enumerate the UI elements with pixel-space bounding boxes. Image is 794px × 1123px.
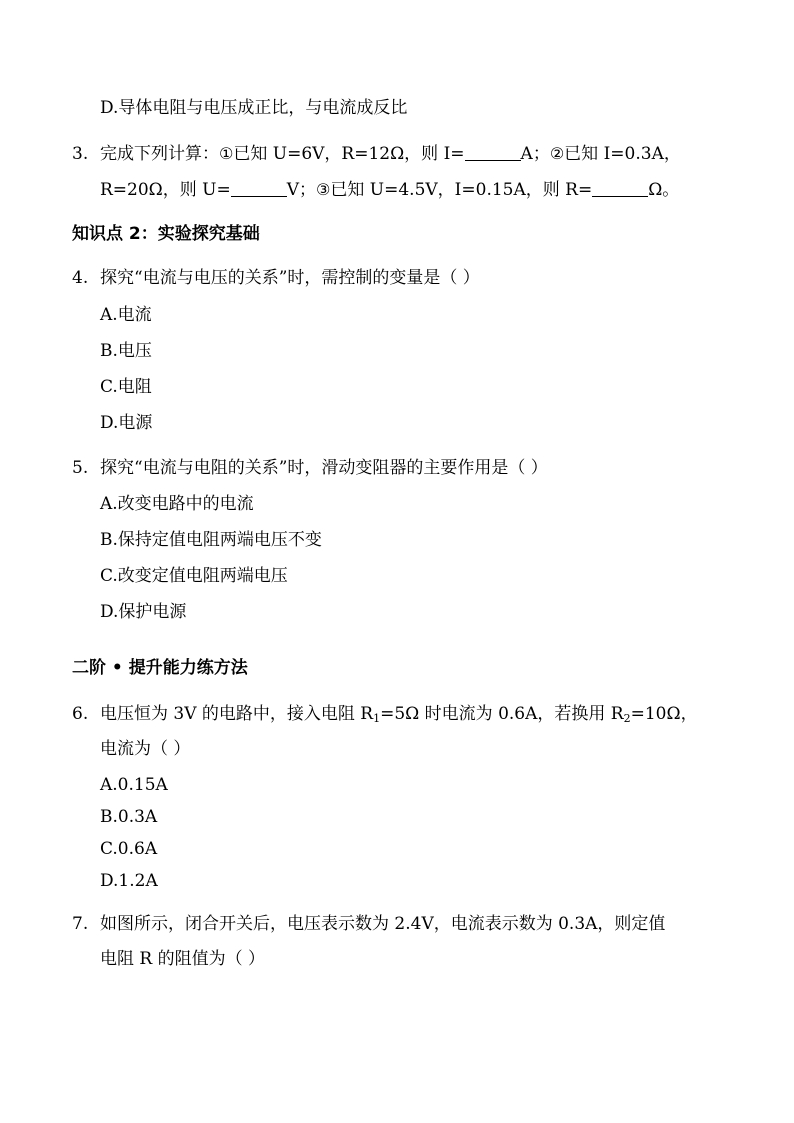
circled-one-icon: ① [219, 144, 234, 163]
q3-line-2 [100, 178, 679, 202]
q3-part2: 已知 I=0.3A， [564, 144, 681, 164]
q5-option-a[interactable]: A.改变电路中的电流 [100, 494, 254, 514]
q3-part1: 已知 U=6V，R=12Ω，则 I= [233, 144, 465, 164]
q5-stem: 探究“电流与电阻的关系”时，滑动变阻器的主要作用是（ ） [100, 458, 548, 478]
q6-text-3: =10Ω， [630, 704, 698, 724]
q5-option-d[interactable]: D.保护电源 [100, 602, 187, 622]
q5-number: 5. [72, 458, 89, 478]
circled-two-icon: ② [549, 144, 565, 163]
q4-number: 4. [72, 268, 89, 288]
q7-line-2: 电阻 R 的阻值为（ ） [100, 949, 266, 969]
q6-sub-2: 2 [623, 712, 631, 725]
q6-text-2: =5Ω 时电流为 0.6A，若换用 R [380, 704, 624, 724]
section-heading-2: 二阶 • 提升能力练方法 [72, 658, 248, 678]
q6-option-a[interactable]: A.0.15A [100, 775, 168, 795]
circled-three-icon: ③ [316, 180, 331, 199]
q2-option-d: D.导体电阻与电压成正比，与电流成反比 [100, 98, 408, 118]
q7-line-1: 如图所示，闭合开关后，电压表示数为 2.4V，电流表示数为 0.3A，则定值 [100, 914, 666, 934]
answer-blank-3[interactable] [592, 195, 648, 197]
q4-stem: 探究“电流与电压的关系”时，需控制的变量是（ ） [100, 268, 480, 288]
q6-option-d[interactable]: D.1.2A [100, 871, 158, 891]
q4-option-b[interactable]: B.电压 [100, 341, 152, 361]
q6-option-b[interactable]: B.0.3A [100, 807, 158, 827]
answer-blank-1[interactable] [465, 159, 521, 161]
answer-blank-2[interactable] [231, 195, 287, 197]
q4-option-c[interactable]: C.电阻 [100, 377, 152, 397]
q3-number: 3. [72, 144, 89, 164]
q4-option-d[interactable]: D.电源 [100, 413, 153, 433]
q3-line-1 [100, 142, 681, 166]
q6-sub-1: 1 [373, 712, 381, 725]
q5-option-b[interactable]: B.保持定值电阻两端电压不变 [100, 530, 322, 550]
q3-part3: 已知 U=4.5V，I=0.15A，则 R= [330, 180, 593, 200]
q3-unit-a: A； [520, 144, 550, 164]
q6-option-c[interactable]: C.0.6A [100, 839, 158, 859]
q6-line-2: 电流为（ ） [100, 739, 191, 759]
q4-option-a[interactable]: A.电流 [100, 305, 152, 325]
q3-unit-v: V； [286, 180, 317, 200]
q3-part2b: R=20Ω，则 U= [100, 180, 231, 200]
section-heading-1: 知识点 2：实验探究基础 [72, 224, 260, 244]
q3-text: 完成下列计算： [100, 144, 219, 164]
q6-line-1 [100, 702, 698, 726]
q6-number: 6. [72, 704, 89, 724]
q3-unit-ohm: Ω。 [648, 180, 680, 200]
q6-text-1: 电压恒为 3V 的电路中，接入电阻 R [100, 704, 374, 724]
q7-number: 7. [72, 914, 89, 934]
q5-option-c[interactable]: C.改变定值电阻两端电压 [100, 566, 288, 586]
